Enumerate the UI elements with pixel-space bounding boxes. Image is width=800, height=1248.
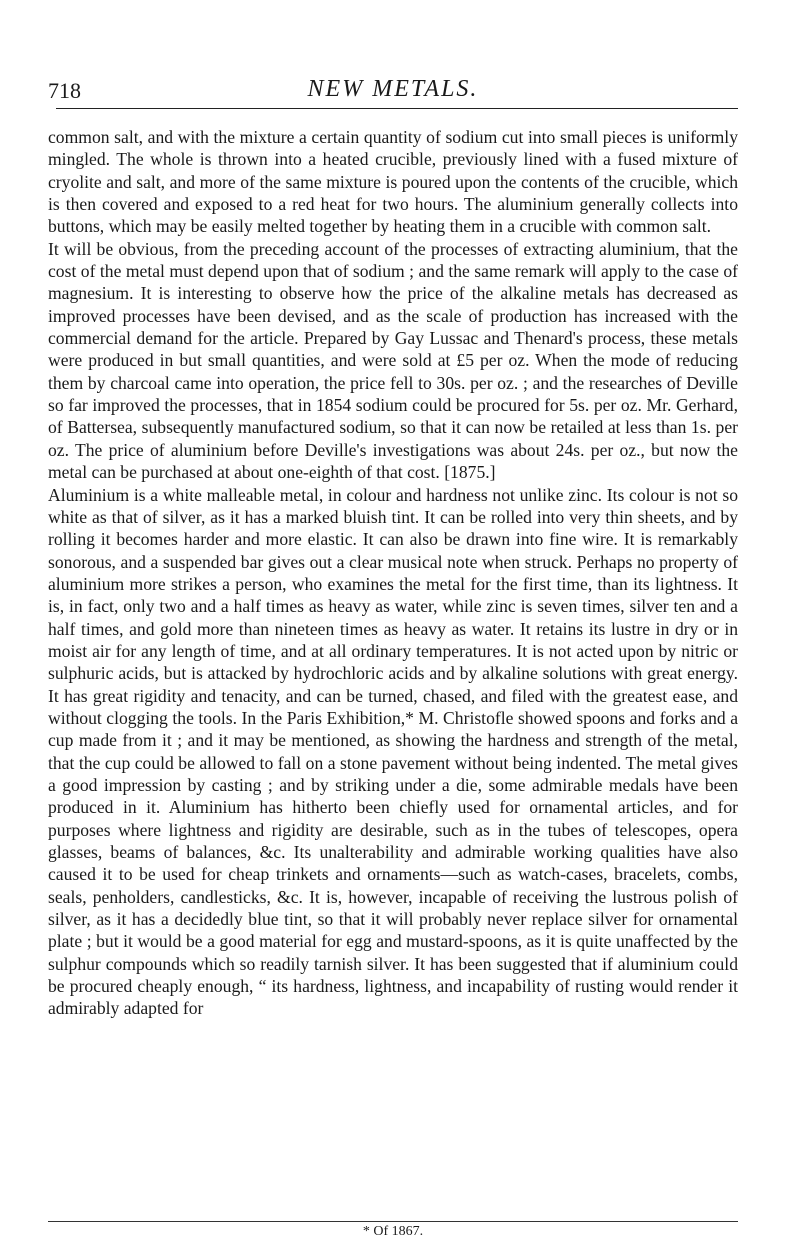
body-text	[48, 126, 738, 1020]
header-rule	[56, 108, 738, 109]
book-page	[48, 62, 738, 1020]
footnote: * Of 1867.	[362, 1224, 424, 1239]
footnote-rule	[48, 1221, 738, 1222]
paragraph-process-continued: common salt, and with the mixture a certain quantity of sodium cut into small pieces is uniformly mingled. The whole is thrown into a heated crucible, previously lined with a fused mixture of cryolite and salt, and more of the same mixture is poured upon the contents of the crucible, which is then covered and exposed to a red heat for two hours. The aluminium generally collects into buttons, which may be easily melted together by heating them in a crucible with common salt.	[48, 127, 738, 237]
paragraph-cost-of-metal: It will be obvious, from the preceding account of the processes of extracting aluminium, that the cost of the metal must depend upon that of sodium ; and the same remark will apply to the case of magnesium. It is interesting to observe how the price of the alkaline metals has decreased as improved processes have been devised, and as the scale of production has increased with the commercial demand for the article. Prepared by Gay Lussac and Thenard's process, these metals were produced in but small quantities, and were sold at £5 per oz. When the mode of reducing them by charcoal came into operation, the price fell to 30s. per oz. ; and the researches of Deville so far improved the processes, that in 1854 sodium could be procured for 5s. per oz. Mr. Gerhard, of Battersea, subsequently manufactured sodium, so that it can now be retailed at less than 1s. per oz. The price of aluminium before Deville's investigations was about 24s. per oz., but now the metal can be purchased at about one-eighth of that cost. [1875.]	[48, 238, 738, 483]
running-head	[48, 62, 738, 103]
running-title: NEW METALS.	[307, 76, 479, 102]
page-number: 718	[48, 78, 81, 103]
paragraph-properties: Aluminium is a white malleable metal, in colour and hardness not unlike zinc. Its colour is not so white as that of silver, as it has a marked bluish tint. It can be rolled into very thin sheets, and by rolling it becomes harder and more elastic. It can also be drawn into fine wire. It is remarkably sonorous, and a suspended bar gives out a clear musical note when struck. Perhaps no property of aluminium more strikes a person, who examines the metal for the first time, than its lightness. It is, in fact, only two and a half times as heavy as water, while zinc is seven times, silver ten and a half times, and gold more than nineteen times as heavy as water. It retains its lustre in dry or in moist air for any length of time, and at all ordinary temperatures. It is not acted upon by nitric or sulphuric acids, but is attacked by hydrochloric acids and by alkaline solutions with great energy. It has great rigidity and tenacity, and can be turned, chased, and filed with the greatest ease, and without clogging the tools. In the Paris Exhibition,* M. Christofle showed spoons and forks and a cup made from it ; and it may be mentioned, as showing the hardness and strength of the metal, that the cup could be allowed to fall on a stone pavement without being indented. The metal gives a good impression by casting ; and by striking under a die, some admirable medals have been produced in it. Aluminium has hitherto been chiefly used for ornamental articles, and for purposes where lightness and rigidity are desirable, such as in the tubes of telescopes, opera glasses, beams of balances, &c. Its unalterability and admirable working qualities have also caused it to be used for cheap trinkets and ornaments—such as watch-cases, bracelets, combs, seals, penholders, candlesticks, &c. It is, however, incapable of receiving the lustrous polish of silver, as it has a decidedly blue tint, so that it will probably never replace silver for ornamental plate ; but it would be a good material for egg and mustard-spoons, as it is quite unaffected by the sulphur compounds which so readily tarnish silver. It has been suggested that if aluminium could be procured cheaply enough, “ its hardness, lightness, and incapability of rusting would render it admirably adapted for	[48, 484, 738, 1019]
